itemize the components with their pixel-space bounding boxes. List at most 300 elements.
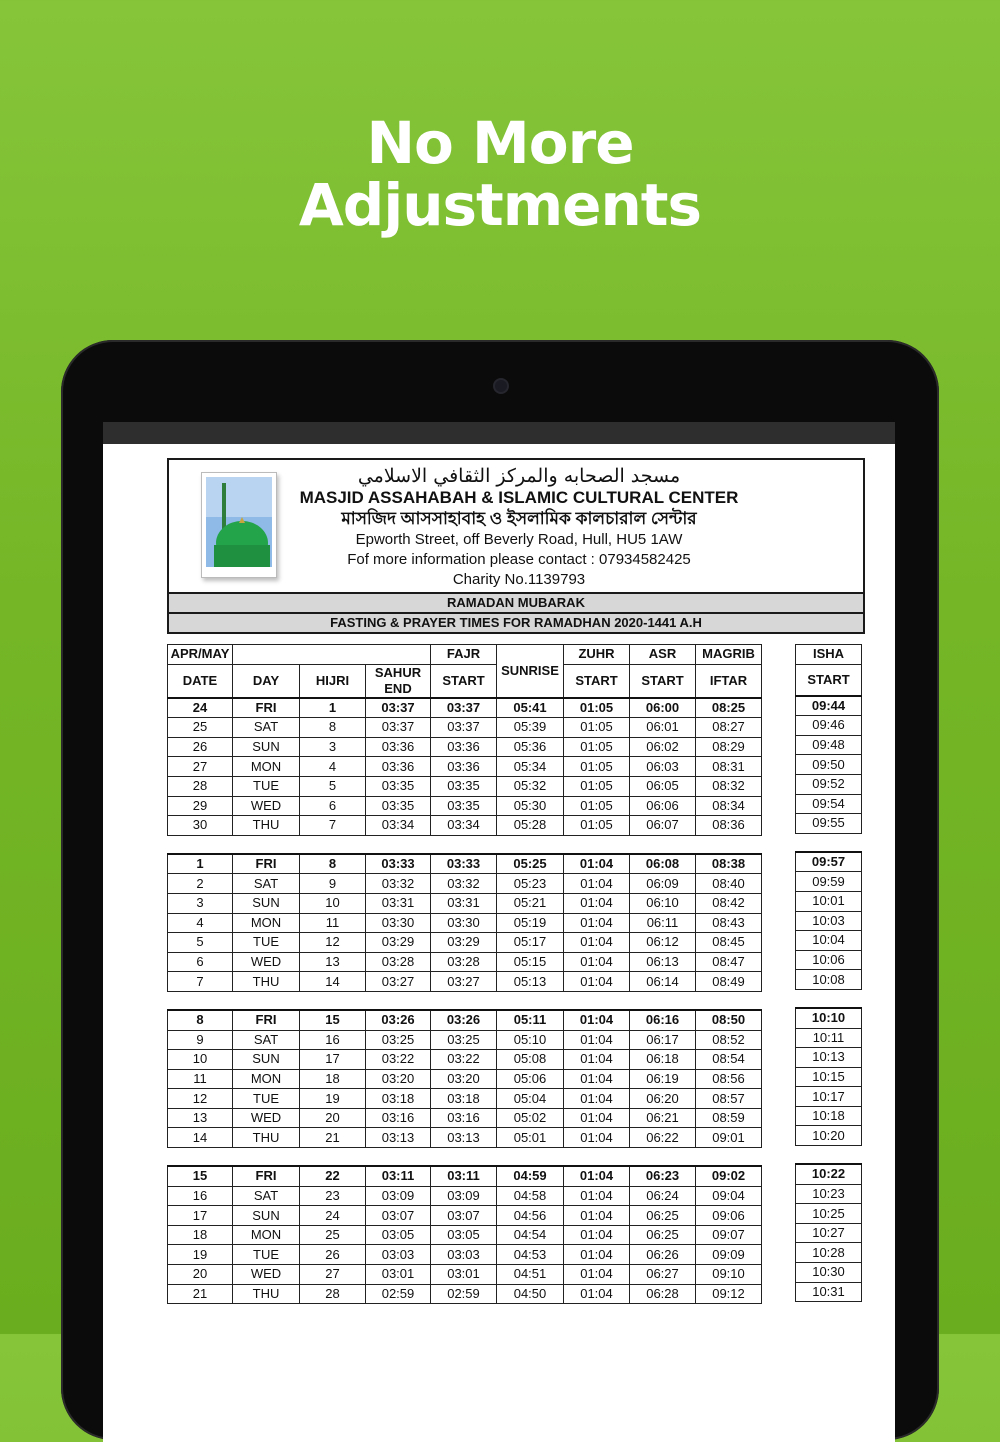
cell-date: 30 xyxy=(168,816,233,836)
cell-isha-start: 10:01 xyxy=(796,891,862,911)
isha-header-top xyxy=(796,645,862,665)
cell-zuhr-start: 01:05 xyxy=(564,796,630,816)
cell-sahur-end: 03:11 xyxy=(366,1166,431,1186)
table-row xyxy=(168,1245,762,1265)
cell-asr-start: 06:03 xyxy=(630,757,696,777)
table-row xyxy=(796,911,862,931)
cell-date: 5 xyxy=(168,933,233,953)
cell-isha-start: 10:27 xyxy=(796,1223,862,1243)
cell-fajr-start: 03:01 xyxy=(431,1265,497,1285)
cell-zuhr-start: 01:04 xyxy=(564,874,630,894)
cell-fajr-start: 03:36 xyxy=(431,757,497,777)
cell-iftar: 08:25 xyxy=(696,698,762,718)
cell-date: 14 xyxy=(168,1128,233,1148)
cell-date: 18 xyxy=(168,1225,233,1245)
table-row xyxy=(168,698,762,718)
cell-asr-start: 06:27 xyxy=(630,1265,696,1285)
table-row xyxy=(168,1010,762,1030)
cell-day: THU xyxy=(233,972,300,992)
cell-day: SUN xyxy=(233,1050,300,1070)
cell-isha-start: 09:57 xyxy=(796,852,862,872)
cell-asr-start: 06:05 xyxy=(630,776,696,796)
contact-line: Fof more information please contact : 07934582425 xyxy=(347,551,691,568)
cell-asr-start: 06:02 xyxy=(630,737,696,757)
cell-asr-start: 06:07 xyxy=(630,816,696,836)
week-spacer xyxy=(796,989,862,1008)
document-header xyxy=(167,458,865,592)
cell-sahur-end: 03:05 xyxy=(366,1225,431,1245)
cell-day: FRI xyxy=(233,1010,300,1030)
header-hijri: HIJRI xyxy=(300,664,366,698)
cell-day: TUE xyxy=(233,1089,300,1109)
headline-line-1: No More xyxy=(366,109,634,177)
cell-zuhr-start: 01:04 xyxy=(564,854,630,874)
table-row xyxy=(796,1184,862,1204)
table-row xyxy=(168,1108,762,1128)
cell-sunrise: 05:06 xyxy=(497,1069,564,1089)
cell-sunrise: 05:10 xyxy=(497,1030,564,1050)
cell-date: 6 xyxy=(168,952,233,972)
cell-iftar: 08:45 xyxy=(696,933,762,953)
cell-hijri: 23 xyxy=(300,1186,366,1206)
table-row xyxy=(796,696,862,716)
cell-hijri: 7 xyxy=(300,816,366,836)
cell-sunrise: 04:53 xyxy=(497,1245,564,1265)
cell-asr-start: 06:16 xyxy=(630,1010,696,1030)
cell-hijri: 11 xyxy=(300,913,366,933)
table-row xyxy=(168,854,762,874)
cell-sunrise: 05:19 xyxy=(497,913,564,933)
table-row xyxy=(168,1225,762,1245)
cell-hijri: 21 xyxy=(300,1128,366,1148)
cell-sahur-end: 03:18 xyxy=(366,1089,431,1109)
cell-zuhr-start: 01:04 xyxy=(564,893,630,913)
table-row xyxy=(796,755,862,775)
header-asr: ASR xyxy=(630,645,696,665)
spacer-cell xyxy=(796,989,862,1008)
cell-isha-start: 10:03 xyxy=(796,911,862,931)
cell-day: MON xyxy=(233,757,300,777)
cell-sunrise: 05:01 xyxy=(497,1128,564,1148)
table-row xyxy=(796,1028,862,1048)
cell-sahur-end: 03:13 xyxy=(366,1128,431,1148)
table-row xyxy=(168,952,762,972)
cell-date: 13 xyxy=(168,1108,233,1128)
table-row xyxy=(168,1069,762,1089)
cell-hijri: 5 xyxy=(300,776,366,796)
cell-date: 7 xyxy=(168,972,233,992)
banner-fasting-times: FASTING & PRAYER TIMES FOR RAMADHAN 2020-1441 A.H xyxy=(167,614,865,634)
table-row xyxy=(796,1126,862,1146)
timetable-main xyxy=(167,644,762,1304)
cell-iftar: 08:47 xyxy=(696,952,762,972)
spacer-cell xyxy=(168,1148,762,1167)
table-row xyxy=(796,1067,862,1087)
header-iftar: IFTAR xyxy=(696,664,762,698)
cell-hijri: 12 xyxy=(300,933,366,953)
cell-sunrise: 05:23 xyxy=(497,874,564,894)
table-row xyxy=(796,1106,862,1126)
cell-isha-start: 09:50 xyxy=(796,755,862,775)
cell-hijri: 17 xyxy=(300,1050,366,1070)
cell-isha-start: 09:52 xyxy=(796,774,862,794)
table-row xyxy=(796,1048,862,1068)
table-row xyxy=(168,1166,762,1186)
header-month: APR/MAY xyxy=(168,645,233,665)
cell-iftar: 09:12 xyxy=(696,1284,762,1304)
cell-date: 3 xyxy=(168,893,233,913)
cell-sunrise: 04:54 xyxy=(497,1225,564,1245)
cell-asr-start: 06:18 xyxy=(630,1050,696,1070)
header-date: DATE xyxy=(168,664,233,698)
cell-sahur-end: 03:29 xyxy=(366,933,431,953)
cell-hijri: 16 xyxy=(300,1030,366,1050)
cell-iftar: 08:38 xyxy=(696,854,762,874)
cell-fajr-start: 03:32 xyxy=(431,874,497,894)
cell-fajr-start: 03:05 xyxy=(431,1225,497,1245)
camera-icon xyxy=(495,380,507,392)
cell-sahur-end: 03:35 xyxy=(366,796,431,816)
table-row xyxy=(168,816,762,836)
cell-zuhr-start: 01:05 xyxy=(564,757,630,777)
cell-isha-start: 09:54 xyxy=(796,794,862,814)
cell-isha-start: 10:11 xyxy=(796,1028,862,1048)
header-asr-start: START xyxy=(630,664,696,698)
table-row xyxy=(168,737,762,757)
table-row xyxy=(168,776,762,796)
cell-hijri: 3 xyxy=(300,737,366,757)
cell-date: 29 xyxy=(168,796,233,816)
cell-isha-start: 10:13 xyxy=(796,1048,862,1068)
cell-date: 26 xyxy=(168,737,233,757)
cell-hijri: 4 xyxy=(300,757,366,777)
cell-asr-start: 06:10 xyxy=(630,893,696,913)
cell-zuhr-start: 01:04 xyxy=(564,952,630,972)
cell-sahur-end: 03:20 xyxy=(366,1069,431,1089)
cell-zuhr-start: 01:05 xyxy=(564,737,630,757)
cell-fajr-start: 03:07 xyxy=(431,1206,497,1226)
table-row xyxy=(168,1089,762,1109)
cell-date: 11 xyxy=(168,1069,233,1089)
table-row xyxy=(168,796,762,816)
cell-isha-start: 10:17 xyxy=(796,1087,862,1107)
cell-isha-start: 09:59 xyxy=(796,872,862,892)
cell-date: 25 xyxy=(168,718,233,738)
cell-isha-start: 09:55 xyxy=(796,814,862,834)
cell-hijri: 25 xyxy=(300,1225,366,1245)
cell-iftar: 08:29 xyxy=(696,737,762,757)
cell-sunrise: 05:28 xyxy=(497,816,564,836)
cell-date: 12 xyxy=(168,1089,233,1109)
cell-date: 28 xyxy=(168,776,233,796)
cell-fajr-start: 03:28 xyxy=(431,952,497,972)
cell-isha-start: 10:06 xyxy=(796,950,862,970)
week-spacer xyxy=(168,991,762,1010)
cell-day: SAT xyxy=(233,874,300,894)
table-row xyxy=(796,891,862,911)
cell-sunrise: 04:58 xyxy=(497,1186,564,1206)
cell-sahur-end: 03:35 xyxy=(366,776,431,796)
cell-asr-start: 06:11 xyxy=(630,913,696,933)
cell-iftar: 08:32 xyxy=(696,776,762,796)
cell-hijri: 8 xyxy=(300,854,366,874)
cell-fajr-start: 03:18 xyxy=(431,1089,497,1109)
cell-iftar: 08:40 xyxy=(696,874,762,894)
cell-fajr-start: 03:34 xyxy=(431,816,497,836)
cell-iftar: 08:57 xyxy=(696,1089,762,1109)
cell-asr-start: 06:13 xyxy=(630,952,696,972)
cell-date: 15 xyxy=(168,1166,233,1186)
cell-sunrise: 05:41 xyxy=(497,698,564,718)
cell-isha-start: 10:23 xyxy=(796,1184,862,1204)
week-spacer xyxy=(796,1146,862,1165)
table-row xyxy=(168,893,762,913)
cell-iftar: 08:31 xyxy=(696,757,762,777)
cell-date: 2 xyxy=(168,874,233,894)
cell-isha-start: 10:28 xyxy=(796,1243,862,1263)
cell-sahur-end: 03:26 xyxy=(366,1010,431,1030)
table-row xyxy=(796,1204,862,1224)
cell-isha-start: 10:22 xyxy=(796,1164,862,1184)
cell-isha-start: 10:04 xyxy=(796,931,862,951)
cell-isha-start: 09:48 xyxy=(796,735,862,755)
cell-day: FRI xyxy=(233,698,300,718)
cell-hijri: 9 xyxy=(300,874,366,894)
cell-iftar: 08:27 xyxy=(696,718,762,738)
cell-fajr-start: 03:30 xyxy=(431,913,497,933)
cell-hijri: 26 xyxy=(300,1245,366,1265)
screen-top-bar xyxy=(103,422,895,444)
table-row xyxy=(796,1087,862,1107)
cell-zuhr-start: 01:04 xyxy=(564,1166,630,1186)
cell-sunrise: 05:39 xyxy=(497,718,564,738)
cell-sahur-end: 03:22 xyxy=(366,1050,431,1070)
cell-iftar: 09:02 xyxy=(696,1166,762,1186)
cell-day: SUN xyxy=(233,737,300,757)
table-row xyxy=(168,1186,762,1206)
cell-zuhr-start: 01:04 xyxy=(564,1108,630,1128)
cell-sunrise: 04:50 xyxy=(497,1284,564,1304)
cell-date: 4 xyxy=(168,913,233,933)
cell-hijri: 19 xyxy=(300,1089,366,1109)
cell-isha-start: 10:20 xyxy=(796,1126,862,1146)
cell-sahur-end: 03:01 xyxy=(366,1265,431,1285)
cell-sahur-end: 03:30 xyxy=(366,913,431,933)
cell-sahur-end: 03:09 xyxy=(366,1186,431,1206)
cell-day: FRI xyxy=(233,854,300,874)
table-row xyxy=(796,1263,862,1283)
cell-fajr-start: 03:37 xyxy=(431,718,497,738)
cell-hijri: 14 xyxy=(300,972,366,992)
spacer-cell xyxy=(168,835,762,854)
cell-iftar: 09:01 xyxy=(696,1128,762,1148)
cell-sahur-end: 03:07 xyxy=(366,1206,431,1226)
cell-fajr-start: 03:33 xyxy=(431,854,497,874)
cell-asr-start: 06:00 xyxy=(630,698,696,718)
cell-hijri: 24 xyxy=(300,1206,366,1226)
address: Epworth Street, off Beverly Road, Hull, HU5 1AW xyxy=(355,531,683,548)
cell-fajr-start: 03:31 xyxy=(431,893,497,913)
cell-zuhr-start: 01:04 xyxy=(564,1206,630,1226)
cell-iftar: 08:56 xyxy=(696,1069,762,1089)
table-row xyxy=(796,1282,862,1302)
cell-zuhr-start: 01:05 xyxy=(564,816,630,836)
cell-iftar: 08:42 xyxy=(696,893,762,913)
cell-sunrise: 05:36 xyxy=(497,737,564,757)
cell-asr-start: 06:25 xyxy=(630,1225,696,1245)
headline-line-2: Adjustments xyxy=(298,171,702,239)
table-row xyxy=(168,933,762,953)
timetable-document xyxy=(167,458,865,634)
cell-iftar: 08:43 xyxy=(696,913,762,933)
cell-iftar: 09:10 xyxy=(696,1265,762,1285)
cell-zuhr-start: 01:04 xyxy=(564,1265,630,1285)
cell-sahur-end: 03:33 xyxy=(366,854,431,874)
spacer-cell xyxy=(796,1146,862,1165)
cell-day: MON xyxy=(233,913,300,933)
table-row xyxy=(168,1030,762,1050)
cell-hijri: 20 xyxy=(300,1108,366,1128)
cell-day: SAT xyxy=(233,718,300,738)
cell-hijri: 1 xyxy=(300,698,366,718)
header-text xyxy=(289,464,749,590)
week-spacer xyxy=(168,1148,762,1167)
header-isha: ISHA xyxy=(796,645,862,665)
cell-date: 10 xyxy=(168,1050,233,1070)
cell-hijri: 22 xyxy=(300,1166,366,1186)
cell-date: 21 xyxy=(168,1284,233,1304)
cell-sunrise: 05:04 xyxy=(497,1089,564,1109)
cell-zuhr-start: 01:04 xyxy=(564,1030,630,1050)
cell-sunrise: 04:56 xyxy=(497,1206,564,1226)
banner-ramadan-mubarak: RAMADAN MUBARAK xyxy=(167,592,865,614)
cell-day: SAT xyxy=(233,1186,300,1206)
cell-hijri: 6 xyxy=(300,796,366,816)
table-row xyxy=(168,1050,762,1070)
headline xyxy=(0,109,1000,239)
cell-zuhr-start: 01:04 xyxy=(564,913,630,933)
week-spacer xyxy=(796,833,862,852)
table-row xyxy=(796,814,862,834)
cell-date: 1 xyxy=(168,854,233,874)
cell-zuhr-start: 01:04 xyxy=(564,1186,630,1206)
cell-sahur-end: 03:32 xyxy=(366,874,431,894)
header-sahur-end: SAHUR END xyxy=(366,664,431,698)
cell-asr-start: 06:12 xyxy=(630,933,696,953)
table-row xyxy=(796,872,862,892)
cell-sunrise: 05:25 xyxy=(497,854,564,874)
cell-zuhr-start: 01:04 xyxy=(564,1225,630,1245)
cell-fajr-start: 03:22 xyxy=(431,1050,497,1070)
cell-fajr-start: 03:35 xyxy=(431,796,497,816)
cell-fajr-start: 03:27 xyxy=(431,972,497,992)
table-row xyxy=(168,1128,762,1148)
cell-sahur-end: 02:59 xyxy=(366,1284,431,1304)
table-row xyxy=(168,972,762,992)
cell-iftar: 09:07 xyxy=(696,1225,762,1245)
table-row xyxy=(796,1243,862,1263)
cell-sunrise: 05:17 xyxy=(497,933,564,953)
cell-iftar: 09:09 xyxy=(696,1245,762,1265)
tablet-screen xyxy=(103,422,895,1442)
cell-fajr-start: 03:35 xyxy=(431,776,497,796)
table-row xyxy=(796,950,862,970)
cell-zuhr-start: 01:04 xyxy=(564,1069,630,1089)
table-row xyxy=(168,1265,762,1285)
cell-day: MON xyxy=(233,1225,300,1245)
table-row xyxy=(796,1223,862,1243)
table-row xyxy=(796,794,862,814)
header-day: DAY xyxy=(233,664,300,698)
cell-isha-start: 10:08 xyxy=(796,970,862,990)
cell-iftar: 08:50 xyxy=(696,1010,762,1030)
cell-isha-start: 10:31 xyxy=(796,1282,862,1302)
cell-sunrise: 05:30 xyxy=(497,796,564,816)
cell-iftar: 08:54 xyxy=(696,1050,762,1070)
cell-iftar: 08:36 xyxy=(696,816,762,836)
header-sunrise: SUNRISE xyxy=(497,645,564,698)
cell-zuhr-start: 01:04 xyxy=(564,972,630,992)
cell-day: WED xyxy=(233,1108,300,1128)
table-row xyxy=(168,874,762,894)
cell-asr-start: 06:09 xyxy=(630,874,696,894)
cell-isha-start: 10:15 xyxy=(796,1067,862,1087)
cell-fajr-start: 02:59 xyxy=(431,1284,497,1304)
week-spacer xyxy=(168,835,762,854)
cell-date: 17 xyxy=(168,1206,233,1226)
cell-sunrise: 05:32 xyxy=(497,776,564,796)
cell-sunrise: 05:21 xyxy=(497,893,564,913)
cell-fajr-start: 03:13 xyxy=(431,1128,497,1148)
cell-day: MON xyxy=(233,1069,300,1089)
cell-iftar: 09:04 xyxy=(696,1186,762,1206)
english-name: MASJID ASSAHABAH & ISLAMIC CULTURAL CENTER xyxy=(299,488,739,507)
cell-sahur-end: 03:36 xyxy=(366,737,431,757)
header-blank xyxy=(233,645,431,665)
cell-hijri: 15 xyxy=(300,1010,366,1030)
cell-sahur-end: 03:16 xyxy=(366,1108,431,1128)
table-row xyxy=(796,931,862,951)
timetable-isha xyxy=(795,644,862,1302)
table-row xyxy=(796,1164,862,1184)
cell-sahur-end: 03:37 xyxy=(366,718,431,738)
cell-sunrise: 05:34 xyxy=(497,757,564,777)
cell-day: SUN xyxy=(233,893,300,913)
cell-hijri: 18 xyxy=(300,1069,366,1089)
cell-zuhr-start: 01:05 xyxy=(564,718,630,738)
cell-day: THU xyxy=(233,1128,300,1148)
cell-asr-start: 06:14 xyxy=(630,972,696,992)
cell-date: 24 xyxy=(168,698,233,718)
cell-sunrise: 05:11 xyxy=(497,1010,564,1030)
cell-isha-start: 09:46 xyxy=(796,716,862,736)
header-row-top xyxy=(168,645,762,665)
cell-date: 8 xyxy=(168,1010,233,1030)
cell-date: 16 xyxy=(168,1186,233,1206)
header-zuhr-start: START xyxy=(564,664,630,698)
table-row xyxy=(796,735,862,755)
cell-hijri: 10 xyxy=(300,893,366,913)
table-row xyxy=(168,1206,762,1226)
cell-asr-start: 06:19 xyxy=(630,1069,696,1089)
cell-zuhr-start: 01:04 xyxy=(564,1010,630,1030)
cell-asr-start: 06:24 xyxy=(630,1186,696,1206)
cell-isha-start: 10:18 xyxy=(796,1106,862,1126)
cell-asr-start: 06:21 xyxy=(630,1108,696,1128)
table-row xyxy=(796,1008,862,1028)
cell-fajr-start: 03:09 xyxy=(431,1186,497,1206)
cell-asr-start: 06:22 xyxy=(630,1128,696,1148)
